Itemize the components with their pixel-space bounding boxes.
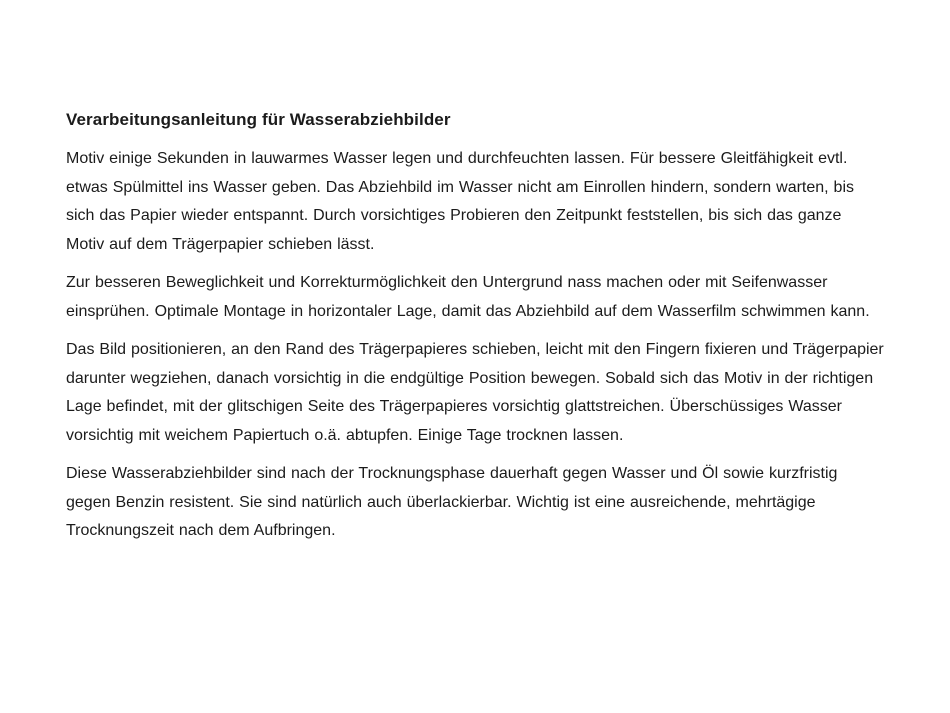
paragraph-soaking-instructions: Motiv einige Sekunden in lauwarmes Wasser legen und durchfeuchten lassen. Für bessere Gleitfähigkeit evtl. etwas Spülmittel ins Wasser geben. Das Abziehbild im Wasser nicht am Einrollen hindern, sondern warten, bis sich das Papier wieder entspannt. Durch vorsichtiges Probieren den Zeitpunkt feststellen, bis sich das ganze Motiv auf dem Trägerpapier schieben lässt. (66, 150, 855, 253)
paragraph-positioning-instructions: Das Bild positionieren, an den Rand des Trägerpapieres schieben, leicht mit den Fingern fixieren und Trägerpapier darunter wegziehen, danach vorsichtig in die endgültige Position bewegen. Sobald sich das Motiv in der richtigen Lage befindet, mit der glitschigen Seite des Trägerpapieres vorsichtig glattstreichen. Überschüssiges Wasser vorsichtig mit weichem Papiertuch o.ä. abtupfen. Einige Tage trocknen lassen. (66, 341, 884, 444)
paragraph-surface-preparation: Zur besseren Beweglichkeit und Korrekturmöglichkeit den Untergrund nass machen oder mit Seifenwasser einsprühen. Optimale Montage in horizontaler Lage, damit das Abziehbild auf dem Wasserfilm schwimmen kann. (66, 274, 870, 320)
document-content (66, 106, 884, 546)
document-title: Verarbeitungsanleitung für Wasserabziehbilder (66, 110, 451, 129)
paragraph-drying-resistance-notes: Diese Wasserabziehbilder sind nach der Trocknungsphase dauerhaft gegen Wasser und Öl sowie kurzfristig gegen Benzin resistent. Sie sind natürlich auch überlackierbar. Wichtig ist eine ausreichende, mehrtägige Trocknungszeit nach dem Aufbringen. (66, 465, 838, 539)
